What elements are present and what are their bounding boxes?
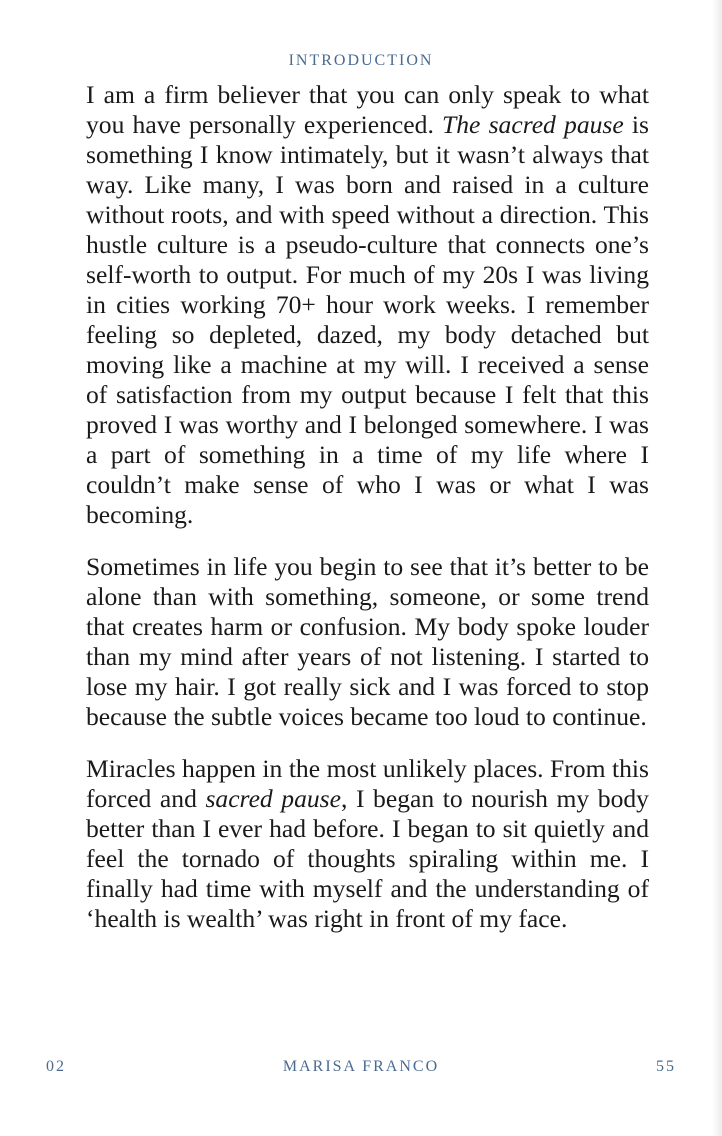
- paragraph-3: [86, 754, 649, 934]
- paragraph-3-italic-phrase: sacred pause: [205, 784, 341, 813]
- paragraph-1-text-1: I am a firm believer that you can only speak to what you have personally experienced.: [86, 80, 649, 139]
- paragraph-2-text: Sometimes in life you begin to see that it’s better to be alone than with something, someone, or some trend that creates harm or confusion. My body spoke louder than my mind after years of not listening. I started to lose my hair. I got really sick and I was forced to stop because the subtle voices became too loud to continue.: [86, 552, 649, 731]
- paragraph-3-text-2: , I began to nourish my body better than I ever had before. I began to sit quietly and feel the tornado of thoughts spiraling within me. I finally had time with myself and the understanding of ‘health is wealth’ was right in front of my face.: [86, 784, 649, 933]
- paragraph-1-italic-title: The sacred pause: [442, 110, 624, 139]
- footer-page-number: 55: [656, 1058, 676, 1075]
- running-head-section-title: INTRODUCTION: [288, 52, 434, 69]
- page-edge-shadow: [712, 0, 722, 1136]
- paragraph-1: [86, 80, 649, 530]
- paragraph-3-text-1: Miracles happen in the most unlikely places. From this forced and: [86, 754, 649, 813]
- footer-author: MARISA FRANCO: [282, 1058, 440, 1075]
- paragraph-2: [86, 552, 649, 732]
- paragraph-1-text-2: is something I know intimately, but it wasn’t always that way. Like many, I was born and raised in a culture without roots, and with speed without a direction. This hustle culture is a pseudo-culture that connects one’s self-worth to output. For much of my 20s I was living in cities working 70+ hour work weeks. I remember feeling so depleted, dazed, my body detached but moving like a machine at my will. I received a sense of satisfaction from my output because I felt that this proved I was worthy and I belonged somewhere. I was a part of something in a time of my life where I couldn’t make sense of who I was or what I was becoming.: [86, 110, 649, 529]
- footer-chapter-number: 02: [46, 1058, 66, 1075]
- body-text: [86, 80, 649, 956]
